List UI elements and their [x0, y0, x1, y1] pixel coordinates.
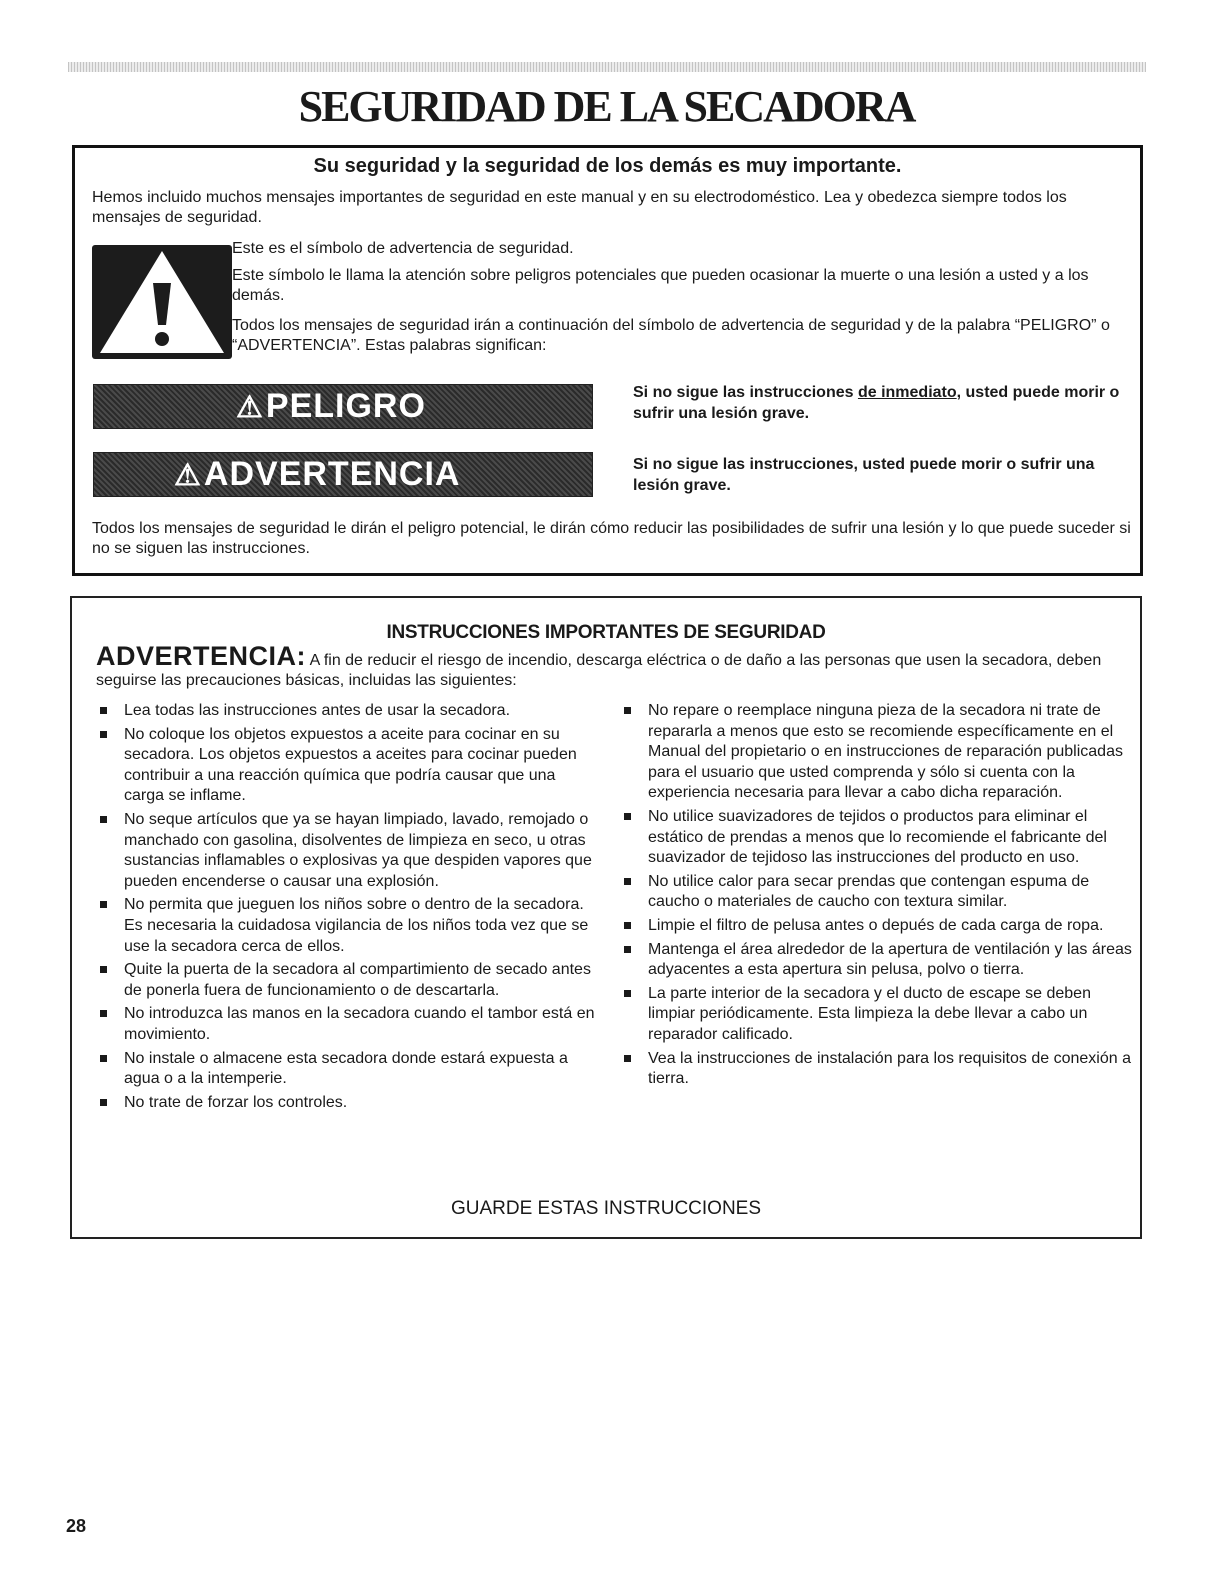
warning-triangle-icon — [92, 245, 232, 359]
page-number: 28 — [66, 1516, 87, 1536]
safety-message-box — [72, 145, 1143, 576]
symbol-line-2: Este símbolo le llama la atención sobre peligros potenciales que pueden ocasionar la muerte o una lesión a usted y a los demás. — [232, 267, 1089, 304]
square-bullet-icon — [624, 922, 631, 929]
symbol-line-1: Este es el símbolo de advertencia de seguridad. — [232, 240, 574, 257]
peligro-description: Si no sigue las instrucciones de inmediato, usted puede morir o sufrir una lesión grave. — [633, 384, 1120, 422]
alert-triangle-icon: ⚠ — [174, 459, 202, 492]
square-bullet-icon — [100, 1099, 107, 1106]
list-item: No utilice calor para secar prendas que contengan espuma de caucho o materiales de caucho con textura similar. — [620, 872, 1132, 913]
safety-alert-symbol — [92, 245, 232, 359]
square-bullet-icon — [100, 816, 107, 823]
advertencia-label: ⚠ADVERTENCIA — [174, 455, 461, 493]
instructions-left-list — [96, 701, 596, 1116]
square-bullet-icon — [100, 731, 107, 738]
top-decorative-rule — [68, 62, 1146, 72]
important-instructions-box — [70, 596, 1142, 1239]
list-item: Limpie el filtro de pelusa antes o depués de cada carga de ropa. — [620, 916, 1132, 937]
list-item: No trate de forzar los controles. — [96, 1093, 596, 1114]
safety-box-closing: Todos los mensajes de seguridad le dirán el peligro potencial, le dirán cómo reducir las posibilidades de sufrir una lesión y lo que puede suceder si no se siguen las instrucciones. — [92, 520, 1131, 557]
square-bullet-icon — [624, 813, 631, 820]
square-bullet-icon — [624, 707, 631, 714]
list-item: Lea todas las instrucciones antes de usar la secadora. — [96, 701, 596, 722]
list-item: Mantenga el área alrededor de la apertura de ventilación y las áreas adyacentes a esta apertura sin pelusa, polvo o tierra. — [620, 940, 1132, 981]
square-bullet-icon — [624, 946, 631, 953]
square-bullet-icon — [100, 707, 107, 714]
instructions-right-list — [620, 701, 1132, 1093]
save-instructions-footer: GUARDE ESTAS INSTRUCCIONES — [450, 1198, 762, 1219]
list-item: No introduzca las manos en la secadora cuando el tambor está en movimiento. — [96, 1004, 596, 1045]
peligro-signal-bar — [93, 384, 593, 429]
list-item: Vea la instrucciones de instalación para los requisitos de conexión a tierra. — [620, 1049, 1132, 1090]
square-bullet-icon — [624, 878, 631, 885]
page-title: SEGURIDAD DE LA SECADORA — [298, 82, 915, 131]
alert-triangle-icon: ⚠ — [236, 391, 264, 424]
square-bullet-icon — [100, 1055, 107, 1062]
warning-text: A fin de reducir el riesgo de incendio, descarga eléctrica o de daño a las personas que usen la secadora, deben seguirse las precauciones básicas, incluidas las siguientes: — [96, 652, 1102, 689]
list-item: Quite la puerta de la secadora al compartimiento de secado antes de ponerla fuera de funcionamiento o de descartarla. — [96, 960, 596, 1001]
peligro-label: ⚠PELIGRO — [236, 387, 426, 425]
list-item: No permita que jueguen los niños sobre o dentro de la secadora. Es necesaria la cuidadosa vigilancia de los niños toda vez que se use la secadora cerca de ellos. — [96, 895, 596, 957]
list-item: No repare o reemplace ninguna pieza de la secadora ni trate de repararla a menos que esto se recomiende específicamente en el Manual del propietario o en instrucciones de reparación publicadas para el usuario que usted comprenda y sólo si cuenta con la experiencia necesaria para llevar a cabo dicha reparación. — [620, 701, 1132, 804]
square-bullet-icon — [624, 990, 631, 997]
symbol-line-3: Todos los mensajes de seguridad irán a continuación del símbolo de advertencia de seguridad y de la palabra “PELIGRO” o “ADVERTENCIA”. Estas palabras significan: — [232, 317, 1110, 354]
advertencia-signal-bar — [93, 452, 593, 497]
advertencia-description: Si no sigue las instrucciones, usted puede morir o sufrir una lesión grave. — [633, 456, 1095, 494]
square-bullet-icon — [100, 901, 107, 908]
instructions-heading: INSTRUCCIONES IMPORTANTES DE SEGURIDAD — [386, 622, 826, 643]
list-item: La parte interior de la secadora y el ducto de escape se deben limpiar periódicamente. Esta limpieza la debe llevar a cabo un reparador calificado. — [620, 984, 1132, 1046]
safety-box-heading: Su seguridad y la seguridad de los demás es muy importante. — [313, 155, 902, 177]
safety-box-intro: Hemos incluido muchos mensajes importantes de seguridad en este manual y en su electrodoméstico. Lea y obedezca siempre todos los mensajes de seguridad. — [92, 189, 1067, 226]
list-item: No instale o almacene esta secadora donde estará expuesta a agua o a la intemperie. — [96, 1049, 596, 1090]
square-bullet-icon — [100, 1010, 107, 1017]
instructions-warning — [96, 641, 1126, 691]
list-item: No coloque los objetos expuestos a aceite para cocinar en su secadora. Los objetos expuestos a aceites para cocinar pueden contribuir a una reacción química que podría causar que una carga se inflame. — [96, 725, 596, 807]
list-item: No seque artículos que ya se hayan limpiado, lavado, remojado o manchado con gasolina, disolventes de limpieza en seco, u otras sustancias inflamables o explosivas ya que despiden vapores que pueden encenderse o causar una explosión. — [96, 810, 596, 892]
warning-word: ADVERTENCIA: — [96, 641, 307, 671]
square-bullet-icon — [100, 966, 107, 973]
square-bullet-icon — [624, 1055, 631, 1062]
list-item: No utilice suavizadores de tejidos o productos para eliminar el estático de prendas a menos que lo recomiende el fabricante del suavizador de tejidoso las instrucciones del producto en uso. — [620, 807, 1132, 869]
